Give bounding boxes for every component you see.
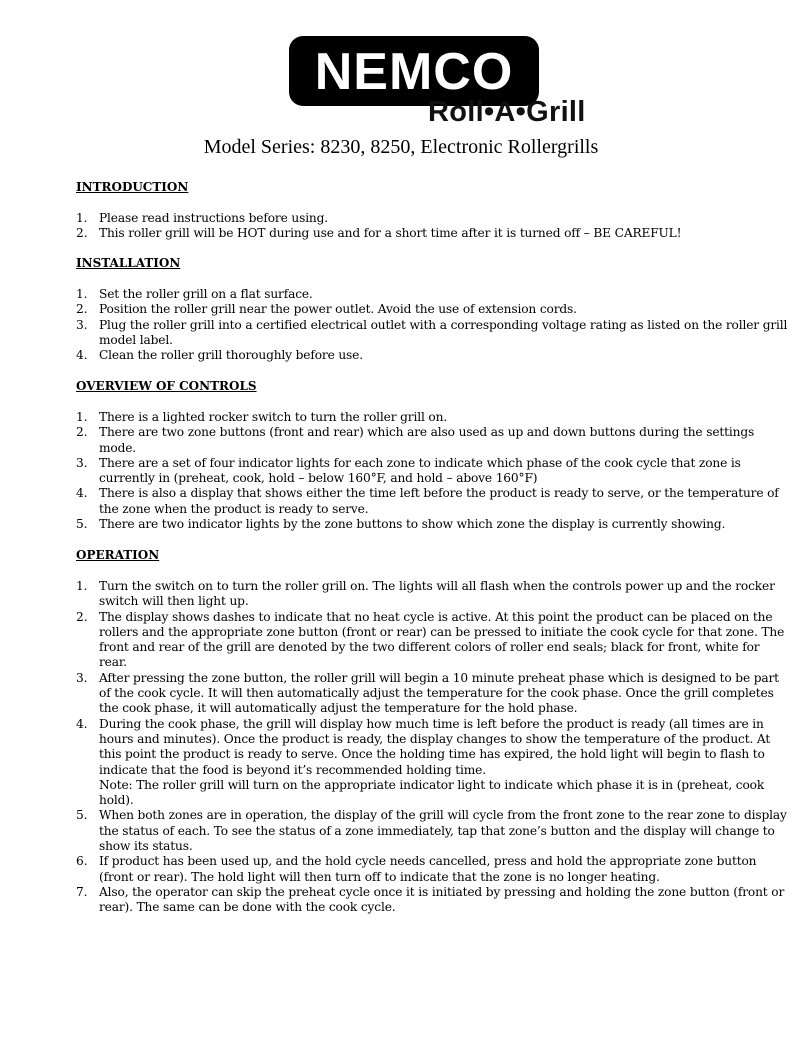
- list-number: 2.: [76, 425, 88, 440]
- list-number: 1.: [76, 287, 88, 301]
- list-item: [76, 517, 788, 532]
- list-item: [76, 425, 788, 456]
- list-item: [76, 410, 788, 425]
- list-item-text: The display shows dashes to indicate that no heat cycle is active. At this point the product can be placed on the rollers and the appropriate zone button (front or rear) can be pressed to initiate the cook cycle for that zone. The front and rear of the grill are denoted by the two different colors of roller end seals; black for front, white for rear.: [99, 609, 785, 670]
- list-item: [76, 854, 788, 885]
- list-item: [76, 302, 788, 317]
- list-item-text: Turn the switch on to turn the roller grill on. The lights will all flash when the controls power up and the rocker switch will then light up.: [99, 579, 775, 609]
- list-item-text: When both zones are in operation, the display of the grill will cycle from the front zone to the rear zone to display the status of each. To see the status of a zone immediately, tap that zone’s button and the display will change to show its status.: [99, 808, 787, 854]
- list-item: [76, 808, 788, 854]
- list-item-text: Also, the operator can skip the preheat cycle once it is initiated by pressing and holding the zone button (front or rear). The same can be done with the cook cycle.: [99, 884, 785, 915]
- list-item: [76, 671, 788, 717]
- logo-brand: NEMCO: [314, 43, 514, 101]
- section-installation: [76, 256, 788, 363]
- section-heading: INSTALLATION: [76, 256, 181, 270]
- list-item-text: Plug the roller grill into a certified electrical outlet with a corresponding voltage rating as listed on the roller grill model label.: [99, 317, 788, 347]
- list-item-text: There is a lighted rocker switch to turn the roller grill on.: [99, 410, 448, 424]
- list-item-text: There are two zone buttons (front and rear) which are also used as up and down buttons during the settings mode.: [99, 425, 755, 455]
- list-item-text: There are a set of four indicator lights for each zone to indicate which phase of the cook cycle that zone is currently in (preheat, cook, hold – below 160°F, and hold – above 160°F): [99, 455, 741, 486]
- list-number: 2.: [76, 302, 88, 317]
- list-number: 5.: [76, 808, 88, 823]
- list-number: 5.: [76, 517, 88, 532]
- list-item: [76, 885, 788, 916]
- section-overview-of-controls: [76, 379, 788, 532]
- numbered-list: [76, 410, 788, 532]
- list-number: 4.: [76, 716, 88, 731]
- list-item-text: There are two indicator lights by the zone buttons to show which zone the display is currently showing.: [99, 517, 726, 532]
- section-heading: OPERATION: [76, 548, 160, 562]
- list-number: 7.: [76, 884, 88, 899]
- list-number: 2.: [76, 226, 88, 241]
- list-item-text: During the cook phase, the grill will display how much time is left before the product is ready (all times are in hours and minutes). Once the product is ready, the display changes to show the temperature of the product. At this point the product is ready to serve. Once the holding time has expired, the hold light will begin to flash to indicate that the food is beyond it’s recommended holding time. Note: The roller grill will turn on the appropriate indicator light to indicate which phase it is in (preheat, cook hold).: [99, 716, 771, 808]
- numbered-list: [76, 287, 788, 363]
- section-introduction: [76, 180, 788, 242]
- list-number: 4.: [76, 348, 88, 363]
- list-item-text: This roller grill will be HOT during use and for a short time after it is turned off – BE CAREFUL!: [99, 226, 682, 241]
- list-item-text: There is also a display that shows either the time left before the product is ready to serve, or the temperature of the zone when the product is ready to serve.: [99, 486, 779, 516]
- list-item: [76, 318, 788, 349]
- list-item: [76, 211, 788, 226]
- list-number: 2.: [76, 609, 88, 624]
- list-item: [76, 717, 788, 809]
- list-item-text: Set the roller grill on a flat surface.: [99, 287, 313, 301]
- list-item-text: If product has been used up, and the hold cycle needs cancelled, press and hold the appropriate zone button (front or rear). The hold light will then turn off to indicate that the zone is no longer heating.: [99, 854, 757, 884]
- list-number: 3.: [76, 670, 88, 685]
- logo-product: Roll•A•Grill: [428, 96, 586, 128]
- numbered-list: [76, 579, 788, 916]
- list-item: [76, 486, 788, 517]
- list-number: 3.: [76, 317, 88, 332]
- list-number: 1.: [76, 211, 88, 225]
- list-item: [76, 456, 788, 487]
- list-item-text: Clean the roller grill thoroughly before use.: [99, 348, 363, 363]
- list-item-text: Please read instructions before using.: [99, 211, 329, 225]
- list-item: [76, 287, 788, 302]
- list-number: 6.: [76, 854, 88, 869]
- page-title: Model Series: 8230, 8250, Electronic Rollergrills: [203, 136, 599, 158]
- list-item: [76, 348, 788, 363]
- list-number: 4.: [76, 486, 88, 501]
- list-item-text: Position the roller grill near the power outlet. Avoid the use of extension cords.: [99, 302, 577, 317]
- list-number: 1.: [76, 579, 88, 593]
- section-heading: OVERVIEW OF CONTROLS: [76, 379, 257, 393]
- list-item: [76, 579, 788, 610]
- list-item: [76, 610, 788, 671]
- numbered-list: [76, 211, 788, 242]
- list-item: [76, 226, 788, 241]
- section-heading: INTRODUCTION: [76, 180, 189, 194]
- list-number: 1.: [76, 410, 88, 424]
- list-number: 3.: [76, 455, 88, 470]
- section-operation: [76, 548, 788, 916]
- list-item-text: After pressing the zone button, the roller grill will begin a 10 minute preheat phase which is designed to be part of the cook cycle. It will then automatically adjust the temperature for the cook phase. Once the grill completes the cook phase, it will automatically adjust the temperature for the hold phase.: [99, 670, 779, 716]
